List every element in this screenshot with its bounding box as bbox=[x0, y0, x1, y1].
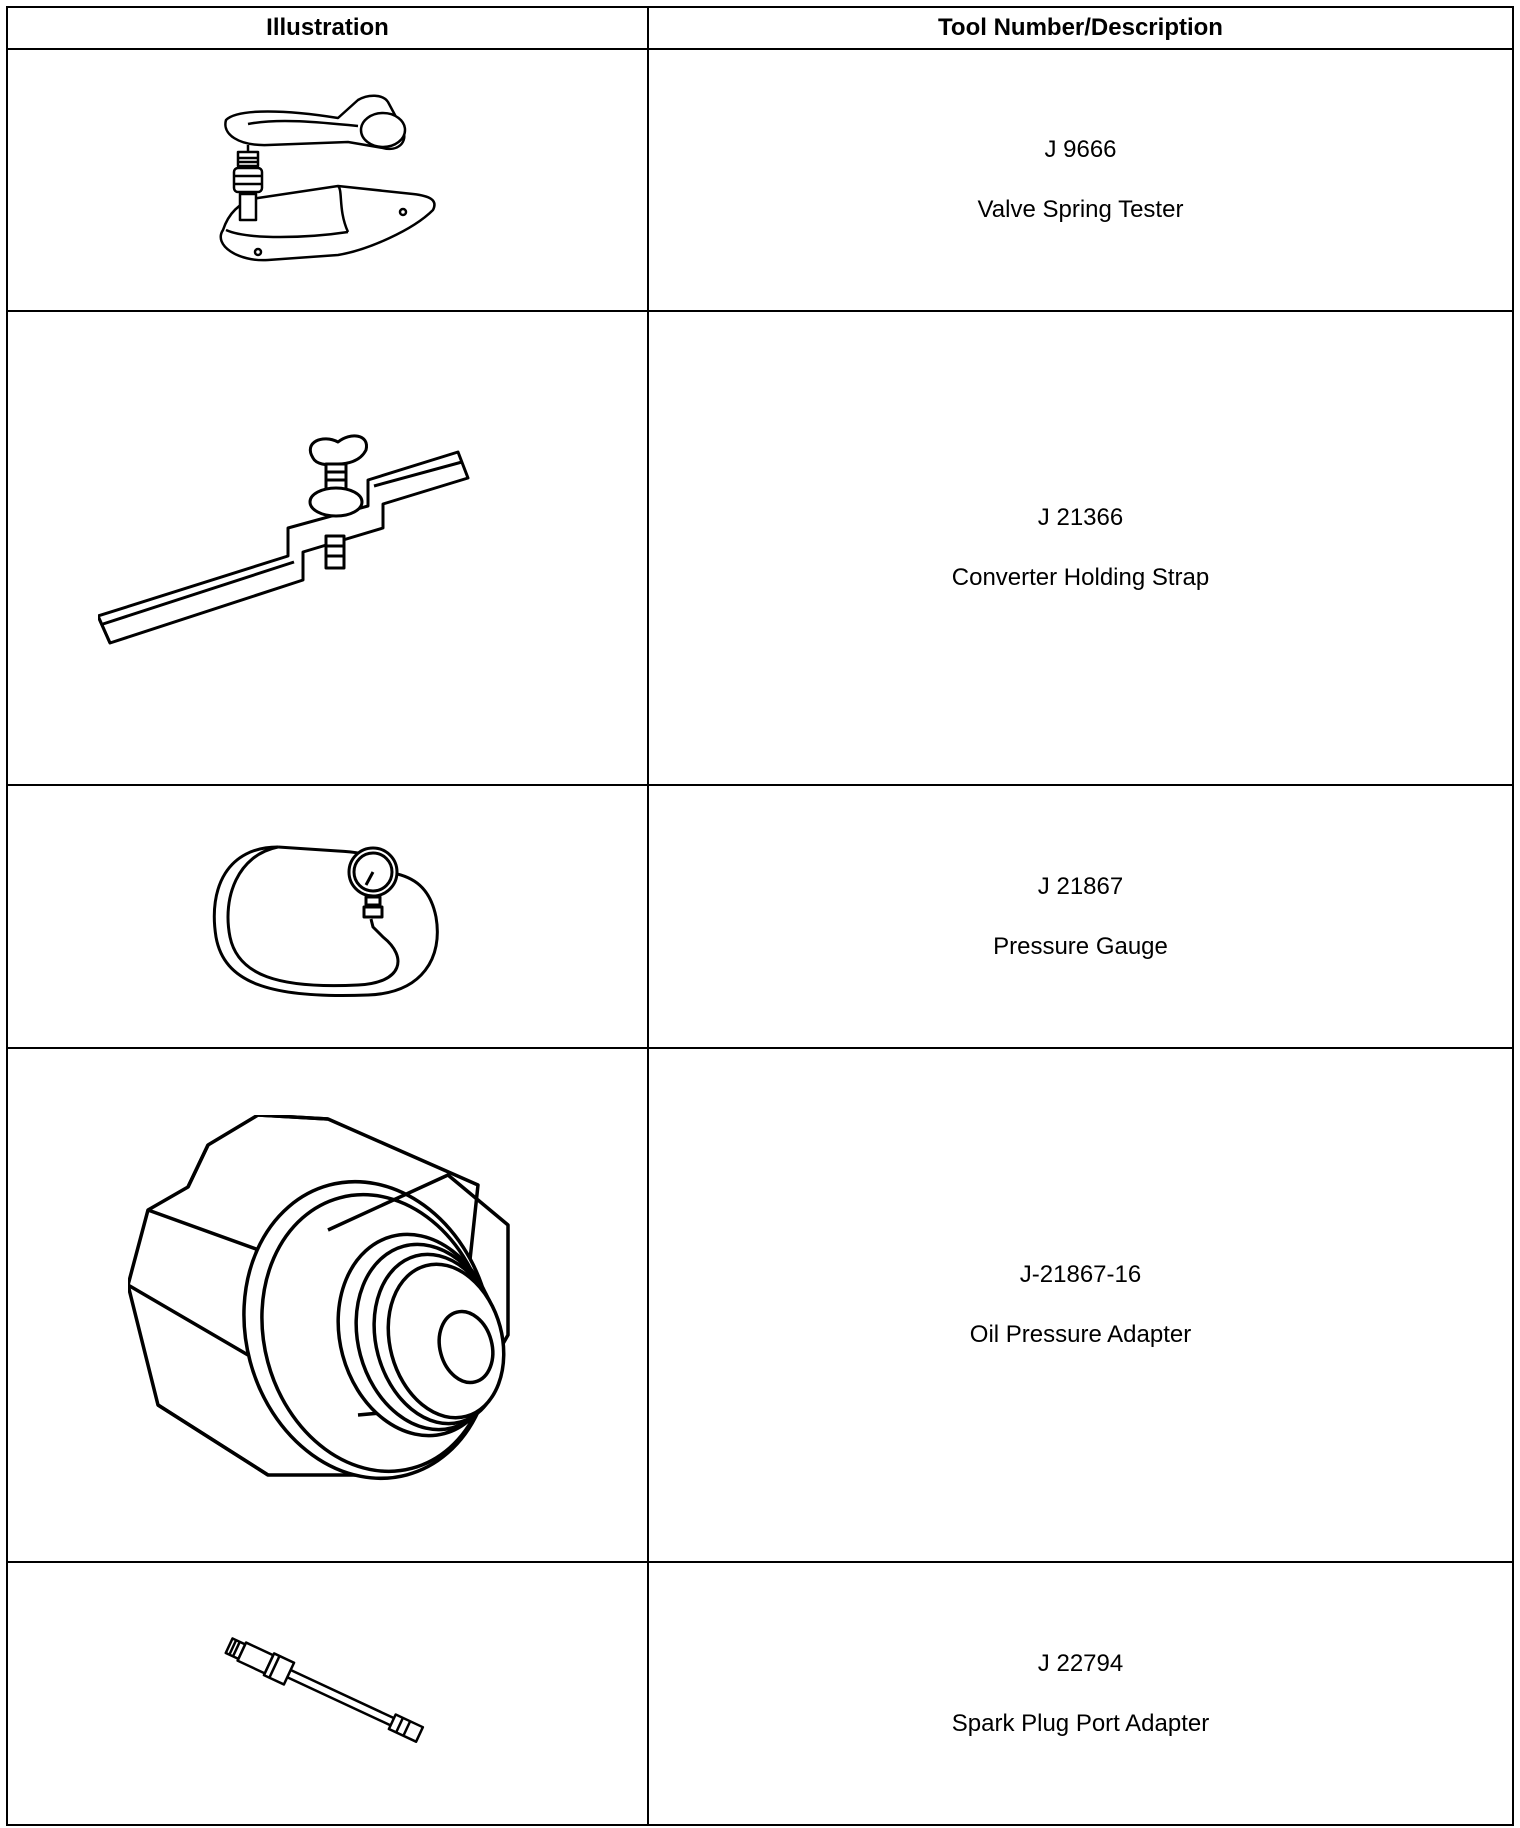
table-row bbox=[7, 785, 1513, 1048]
tool-number: J 21867 bbox=[1037, 872, 1124, 900]
tool-header: Tool Number/Description bbox=[648, 7, 1513, 49]
table-row bbox=[7, 1048, 1513, 1562]
tool-description: Pressure Gauge bbox=[993, 932, 1168, 960]
illustration-header: Illustration bbox=[7, 7, 648, 49]
tool-description: Oil Pressure Adapter bbox=[969, 1321, 1192, 1348]
illustration-cell bbox=[7, 49, 648, 311]
illustration-cell bbox=[7, 1562, 648, 1825]
tool-description: Valve Spring Tester bbox=[977, 196, 1184, 223]
description-cell bbox=[648, 1048, 1513, 1562]
description-cell bbox=[648, 311, 1513, 785]
table-row bbox=[7, 1562, 1513, 1825]
tool-description: Converter Holding Strap bbox=[951, 564, 1210, 591]
illustration-cell bbox=[7, 785, 648, 1048]
oil-pressure-adapter-icon bbox=[128, 1115, 528, 1495]
description-cell bbox=[648, 1562, 1513, 1825]
header-row bbox=[7, 7, 1513, 49]
description-cell bbox=[648, 785, 1513, 1048]
table-row bbox=[7, 49, 1513, 311]
illustration-cell bbox=[7, 1048, 648, 1562]
spark-plug-port-adapter-icon bbox=[208, 1634, 448, 1754]
tool-number: J 21366 bbox=[1037, 504, 1124, 531]
pressure-gauge-icon bbox=[208, 827, 448, 1007]
tools-table bbox=[6, 6, 1514, 1826]
tool-description: Spark Plug Port Adapter bbox=[951, 1709, 1210, 1737]
illustration-cell bbox=[7, 311, 648, 785]
tool-number: J 22794 bbox=[1037, 1649, 1124, 1677]
table-row bbox=[7, 311, 1513, 785]
tool-number: J-21867-16 bbox=[1019, 1261, 1142, 1288]
tool-number: J 9666 bbox=[1044, 136, 1117, 163]
valve-spring-tester-icon bbox=[198, 90, 458, 270]
converter-holding-strap-icon bbox=[98, 428, 558, 668]
description-cell bbox=[648, 49, 1513, 311]
